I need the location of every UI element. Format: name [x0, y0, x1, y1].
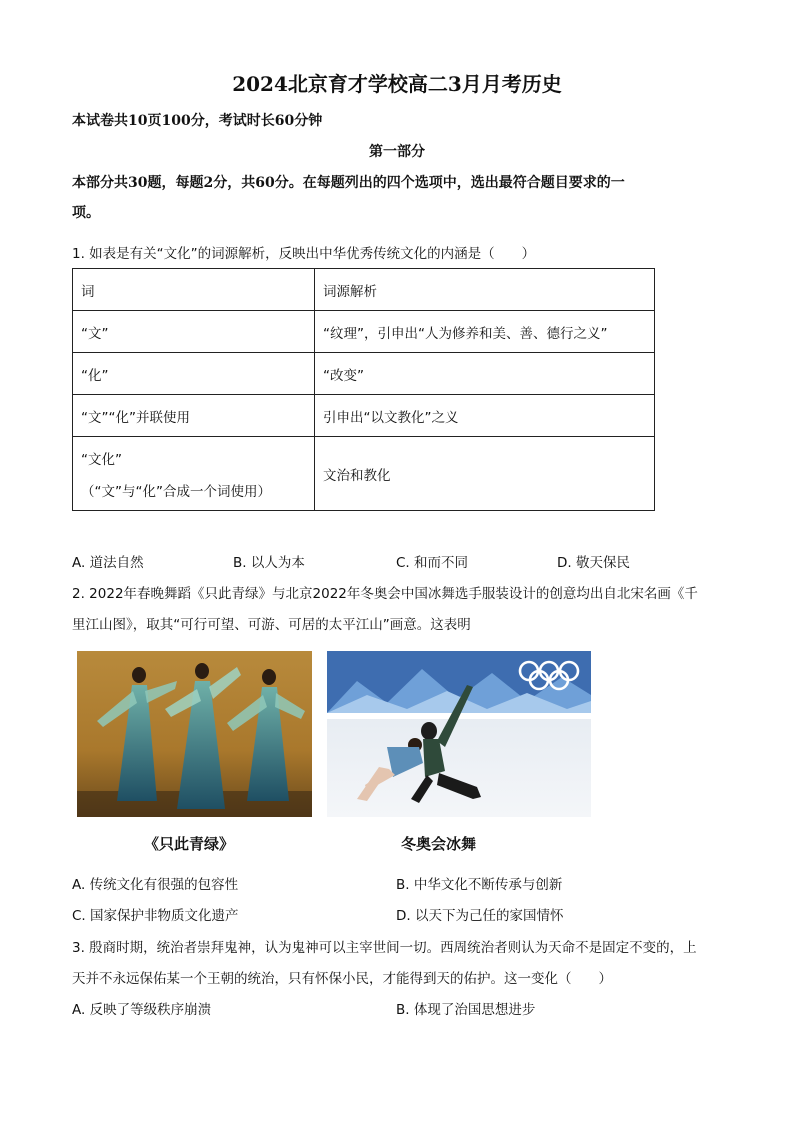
page-title: 2024北京育才学校高二3月月考历史: [232, 72, 562, 96]
q2-stem-line1: 2. 2022年春晚舞蹈《只此青绿》与北京2022年冬奥会中国冰舞选手服装设计的创意均出自北宋名画《千: [72, 586, 698, 602]
q2-option-c: C. 国家保护非物质文化遗产: [72, 908, 239, 924]
q3-option-b: B. 体现了治国思想进步: [396, 1002, 536, 1018]
ice-dance-photo: [327, 651, 591, 817]
caption-dance: 《只此青绿》: [144, 835, 235, 853]
q3-option-a: A. 反映了等级秩序崩溃: [72, 1002, 212, 1018]
table-row: [73, 395, 655, 437]
q1-option-c: C. 和而不同: [396, 555, 469, 571]
table-cell-meaning: 文治和教化: [315, 437, 655, 511]
table-cell-word: “文”: [73, 311, 315, 353]
table-row: [73, 437, 655, 511]
table-cell-meaning: “改变”: [315, 353, 655, 395]
table-cell-word-line2: （“文”与“化”合成一个词使用）: [81, 483, 271, 500]
section-instructions: 本部分共30题，每题2分，共60分。在每题列出的四个选项中，选出最符合题目要求的一: [72, 175, 625, 191]
table-row: [73, 311, 655, 353]
q2-option-b: B. 中华文化不断传承与创新: [396, 877, 563, 893]
q1-option-b: B. 以人为本: [233, 555, 305, 571]
table-cell-word: [73, 437, 315, 511]
dance-photo: [77, 651, 312, 817]
table-cell-word: “文”“化”并联使用: [73, 395, 315, 437]
table-row: [73, 353, 655, 395]
table-cell-word-line1: “文化”: [81, 451, 122, 468]
q1-option-a: A. 道法自然: [72, 555, 144, 571]
etymology-table: [72, 268, 655, 511]
table-header-meaning: 词源解析: [315, 269, 655, 311]
table-header-word: 词: [73, 269, 315, 311]
exam-meta: 本试卷共10页100分，考试时长60分钟: [72, 113, 323, 129]
q2-option-d: D. 以天下为己任的家国情怀: [396, 908, 564, 924]
table-cell-word: “化”: [73, 353, 315, 395]
q1-option-d: D. 敬天保民: [557, 555, 630, 571]
table-header-row: [73, 269, 655, 311]
table-cell-meaning: “纹理”，引申出“人为修养和美、善、德行之义”: [315, 311, 655, 353]
q3-stem-line2: 天并不永远保佑某一个王朝的统治，只有怀保小民，才能得到天的佑护。这一变化（ ）: [72, 971, 612, 987]
caption-ice-dance: 冬奥会冰舞: [401, 835, 477, 853]
q2-option-a: A. 传统文化有很强的包容性: [72, 877, 239, 893]
q2-stem-line2: 里江山图》，取其“可行可望、可游、可居的太平江山”画意。这表明: [72, 617, 471, 633]
section-heading: 第一部分: [369, 144, 425, 160]
section-instructions-cont: 项。: [72, 205, 100, 221]
q1-stem: 1. 如表是有关“文化”的词源解析，反映出中华优秀传统文化的内涵是（ ）: [72, 246, 536, 262]
table-cell-meaning: 引申出“以文教化”之义: [315, 395, 655, 437]
q3-stem-line1: 3. 殷商时期，统治者崇拜鬼神，认为鬼神可以主宰世间一切。西周统治者则认为天命不是固定不变的，上: [72, 940, 697, 956]
